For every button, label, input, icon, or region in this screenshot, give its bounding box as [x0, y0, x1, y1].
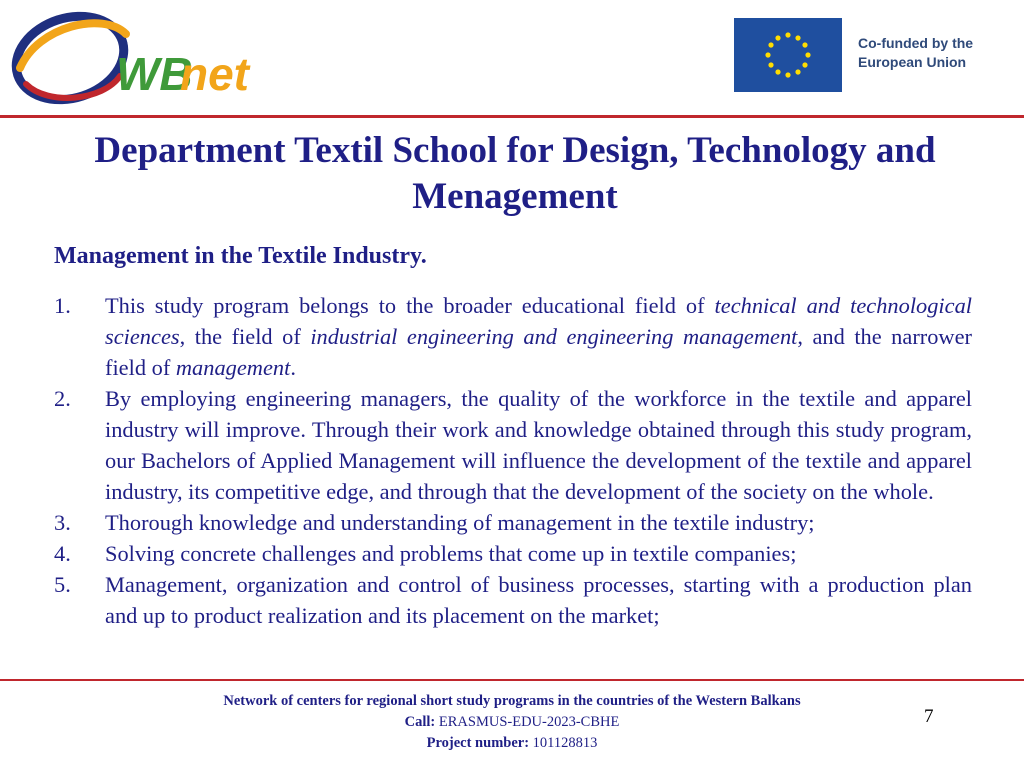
footer-network: Network of centers for regional short study programs in the countries of the Western Balkans — [223, 693, 801, 709]
list-number: 3. — [54, 510, 71, 535]
logo-text-net: net — [180, 48, 249, 100]
list-text: Thorough knowledge and understanding of management in the textile industry; — [105, 510, 815, 535]
footer-call-label: Call: — [404, 714, 436, 730]
wbnet-swoosh-icon — [8, 6, 278, 110]
list-text: Solving concrete challenges and problems that come up in textile companies; — [105, 541, 797, 566]
list-number: 1. — [54, 293, 71, 318]
bottom-divider — [0, 679, 1024, 681]
slide-title: Department Textil School for Design, Technology and Menagement — [94, 130, 936, 217]
eu-text-line2: European Union — [858, 54, 967, 70]
list-number: 4. — [54, 541, 71, 566]
footer — [0, 691, 1024, 754]
eu-funding-badge — [734, 18, 1004, 94]
eu-text-line1: Co-funded by the — [858, 35, 974, 51]
list-text: This study program belongs to the broader educational field of — [105, 293, 715, 318]
list-text: By employing engineering managers, the quality of the workforce in the textile and apparel industry will improve. Through their work and knowledge obtained through this study program, our Bachelors of Applied Management will influence the development of the textile and apparel industry, its competitive edge, and through that the development of the society on the whole. — [105, 386, 972, 504]
list-text: . — [290, 355, 296, 380]
top-divider — [0, 115, 1024, 118]
logo-text-wb: WB — [116, 48, 193, 100]
list-text: , and the narrower field of — [105, 324, 972, 380]
list-text: Management, organization and control of business processes, starting with a production plan and up to product realization and its placement on the market; — [105, 572, 972, 628]
list-item — [54, 538, 972, 569]
list-text-italic: industrial engineering and engineering management — [310, 324, 798, 349]
section-subtitle: Management in the Textile Industry. — [54, 243, 427, 269]
list-item — [54, 507, 972, 538]
eu-text — [858, 34, 973, 72]
list-item — [54, 290, 972, 383]
list-number: 2. — [54, 386, 71, 411]
list-text: , the field of — [179, 324, 311, 349]
page-number: 7 — [924, 706, 934, 727]
list-text-italic: technical and technological sciences — [105, 293, 972, 349]
eu-flag-icon — [734, 18, 842, 92]
footer-project-value: 101128813 — [532, 735, 598, 751]
list-text-italic: management — [175, 355, 291, 380]
footer-project-label: Project number: — [426, 735, 530, 751]
list-item — [54, 569, 972, 631]
list-number: 5. — [54, 572, 71, 597]
list-item — [54, 383, 972, 507]
footer-call-value: ERASMUS-EDU-2023-CBHE — [438, 714, 620, 730]
wbnet-logo — [8, 6, 278, 110]
content-list — [54, 290, 972, 631]
